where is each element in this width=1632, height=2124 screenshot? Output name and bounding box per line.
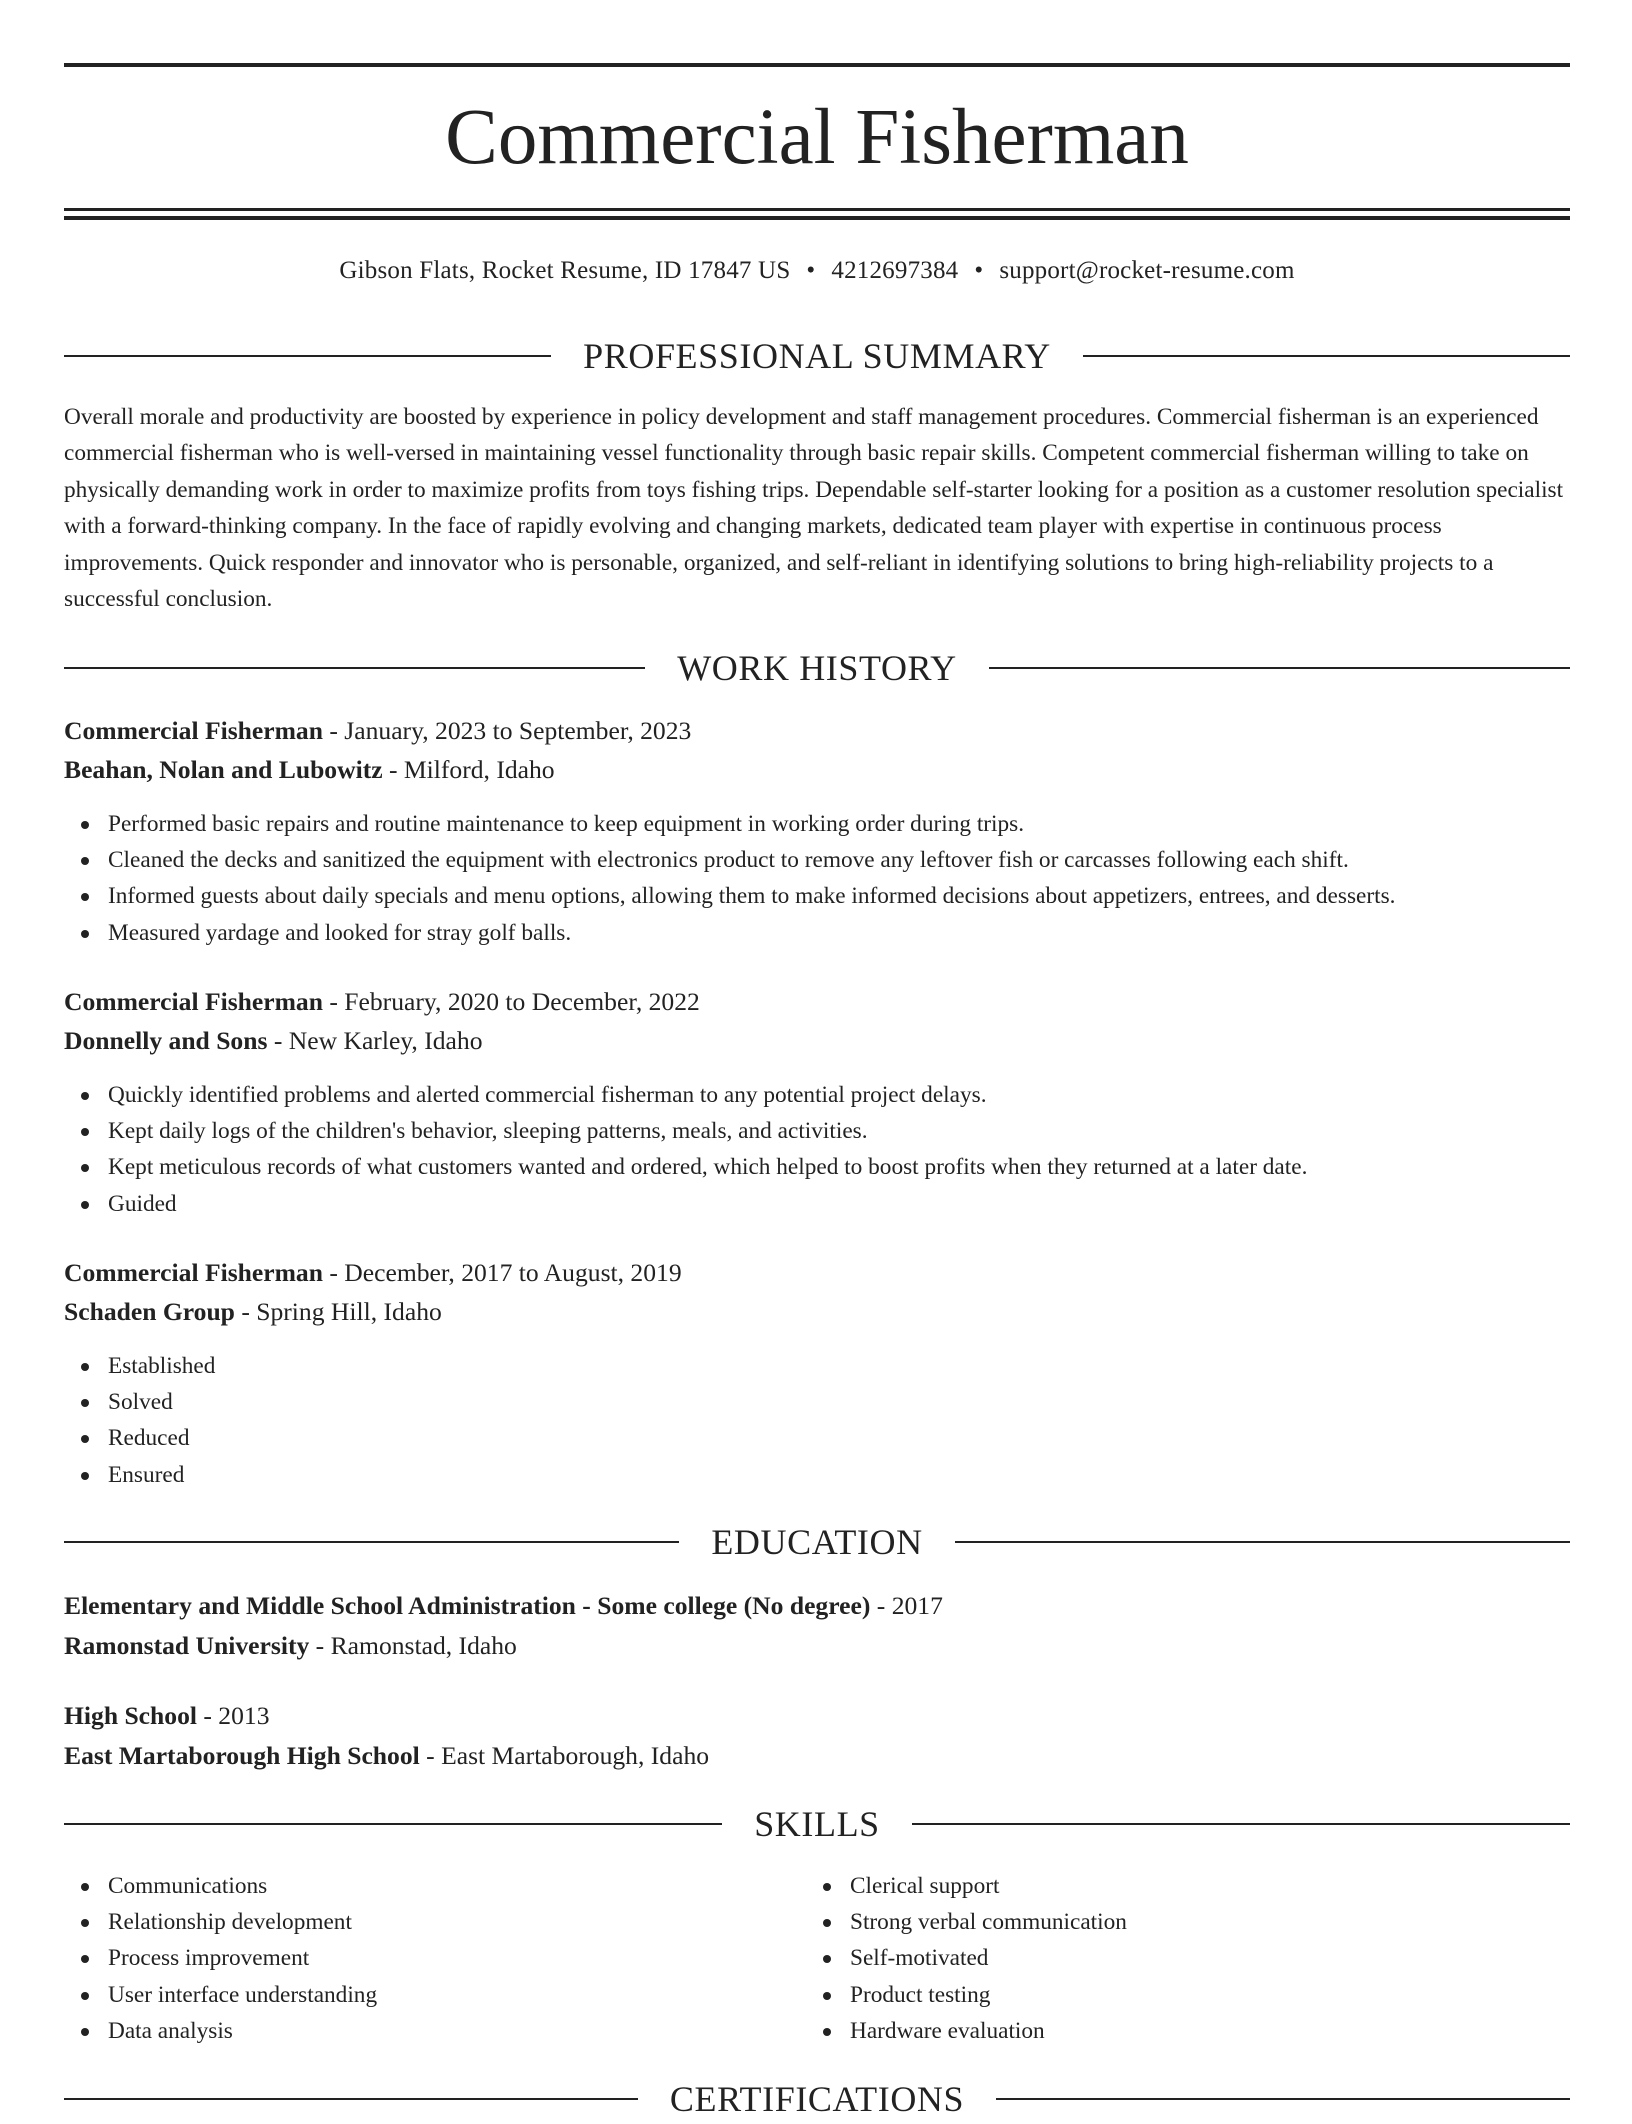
contact-separator: • [974,257,984,284]
header-rule-upper [64,208,1570,211]
list-item: Product testing [806,1977,1632,2013]
heading-rule [64,667,645,669]
list-item: Guided [64,1186,1570,1222]
heading-rule [955,1541,1570,1543]
section-heading-summary [64,331,1570,381]
heading-rule [912,1823,1570,1825]
list-item: Self-motivated [806,1940,1632,1976]
section-title: SKILLS [754,1804,880,1844]
list-item: Performed basic repairs and routine maintenance to keep equipment in working order during trips. [64,806,1570,842]
contact-email: support@rocket-resume.com [999,257,1295,284]
list-item: Kept meticulous records of what customers wanted and ordered, which helped to boost profits when they returned at a later date. [64,1149,1570,1185]
education-school-line [64,1627,1570,1665]
list-item: Kept daily logs of the children's behavior, sleeping patterns, meals, and activities. [64,1113,1570,1149]
education-degree-line [64,1587,1570,1625]
job-company: Schaden Group [64,1297,235,1326]
list-item: Hardware evaluation [806,2013,1632,2049]
header-top-rule [64,63,1570,67]
job-company-line [64,1022,1570,1060]
summary-text: Overall morale and productivity are boosted by experience in policy development and staff management procedures. Commercial fisherman is an experienced commercial fisherman who is well-versed in maintaining vessel functionality through basic repair skills. Competent commercial fisherman willing to take on physically demanding work in order to maximize profits from toys fishing trips. Dependable self-starter looking for a position as a customer resolution specialist with a forward-thinking company. In the face of rapidly evolving and changing markets, dedicated team player with expertise in continuous process improvements. Quick responder and innovator who is personable, organized, and self-reliant in identifying solutions to bring high-reliability projects to a successful conclusion. [64,404,1564,613]
job-dates: - January, 2023 to September, 2023 [322,716,692,745]
heading-rule [64,2098,638,2100]
list-item: Communications [64,1868,1570,1904]
job-company-line [64,1293,1570,1331]
section-title: WORK HISTORY [677,648,957,688]
contact-separator: • [806,257,816,284]
resume-page [64,0,1570,2119]
job-title: Commercial Fisherman [64,716,323,745]
section-title: CERTIFICATIONS [669,2079,965,2119]
heading-rule [64,1541,679,1543]
job-bullets [64,1348,1570,1493]
list-item: Solved [64,1384,1570,1420]
list-item: Measured yardage and looked for stray golf balls. [64,915,1570,951]
education-location: - East Martaborough, Idaho [419,1741,710,1770]
list-item: Established [64,1348,1570,1384]
list-item: Quickly identified problems and alerted commercial fisherman to any potential project delays. [64,1077,1570,1113]
list-item: Ensured [64,1457,1570,1493]
contact-phone: 4212697384 [831,257,959,284]
section-title: EDUCATION [711,1522,923,1562]
heading-rule [1083,355,1570,357]
job-company-line [64,751,1570,789]
job-dates: - February, 2020 to December, 2022 [322,987,700,1016]
skills-list-right [806,1868,1632,2049]
job-company: Donnelly and Sons [64,1026,268,1055]
resume-title: Commercial Fisherman [445,94,1189,181]
education-year: - 2017 [870,1591,943,1620]
job-bullets [64,806,1570,951]
list-item: Relationship development [64,1904,1570,1940]
heading-rule [989,667,1570,669]
list-item: Clerical support [806,1868,1632,1904]
job-location: - New Karley, Idaho [267,1026,483,1055]
section-heading-skills [64,1799,1570,1849]
list-item: Cleaned the decks and sanitized the equipment with electronics product to remove any leftover fish or carcasses following each shift. [64,842,1570,878]
education-school-line [64,1737,1570,1775]
education-year: - 2013 [196,1701,270,1730]
job-title-line [64,1254,1570,1292]
list-item: Process improvement [64,1940,1570,1976]
job-location: - Spring Hill, Idaho [234,1297,442,1326]
section-heading-certifications [64,2074,1570,2124]
section-title: PROFESSIONAL SUMMARY [583,336,1051,376]
education-school: East Martaborough High School [64,1741,420,1770]
list-item: Strong verbal communication [806,1904,1632,1940]
list-item: Data analysis [64,2013,1570,2049]
education-location: - Ramonstad, Idaho [309,1631,517,1660]
education-degree: High School [64,1701,197,1730]
education-degree: Elementary and Middle School Administration - Some college (No degree) [64,1591,871,1620]
heading-rule [64,355,551,357]
job-title-line [64,983,1570,1021]
list-item: User interface understanding [64,1977,1570,2013]
job-title: Commercial Fisherman [64,1258,323,1287]
job-title: Commercial Fisherman [64,987,323,1016]
heading-rule [64,1823,722,1825]
list-item: Informed guests about daily specials and menu options, allowing them to make informed decisions about appetizers, entrees, and desserts. [64,878,1570,914]
contact-line [64,253,1570,289]
education-degree-line [64,1697,1570,1735]
education-school: Ramonstad University [64,1631,310,1660]
job-dates: - December, 2017 to August, 2019 [322,1258,682,1287]
section-heading-education [64,1517,1570,1567]
job-location: - Milford, Idaho [382,755,555,784]
section-heading-work-history [64,643,1570,693]
contact-address: Gibson Flats, Rocket Resume, ID 17847 US [339,257,791,284]
list-item: Reduced [64,1420,1570,1456]
heading-rule [996,2098,1570,2100]
job-bullets [64,1077,1570,1222]
header-rule-lower [64,216,1570,220]
job-company: Beahan, Nolan and Lubowitz [64,755,383,784]
job-title-line [64,712,1570,750]
